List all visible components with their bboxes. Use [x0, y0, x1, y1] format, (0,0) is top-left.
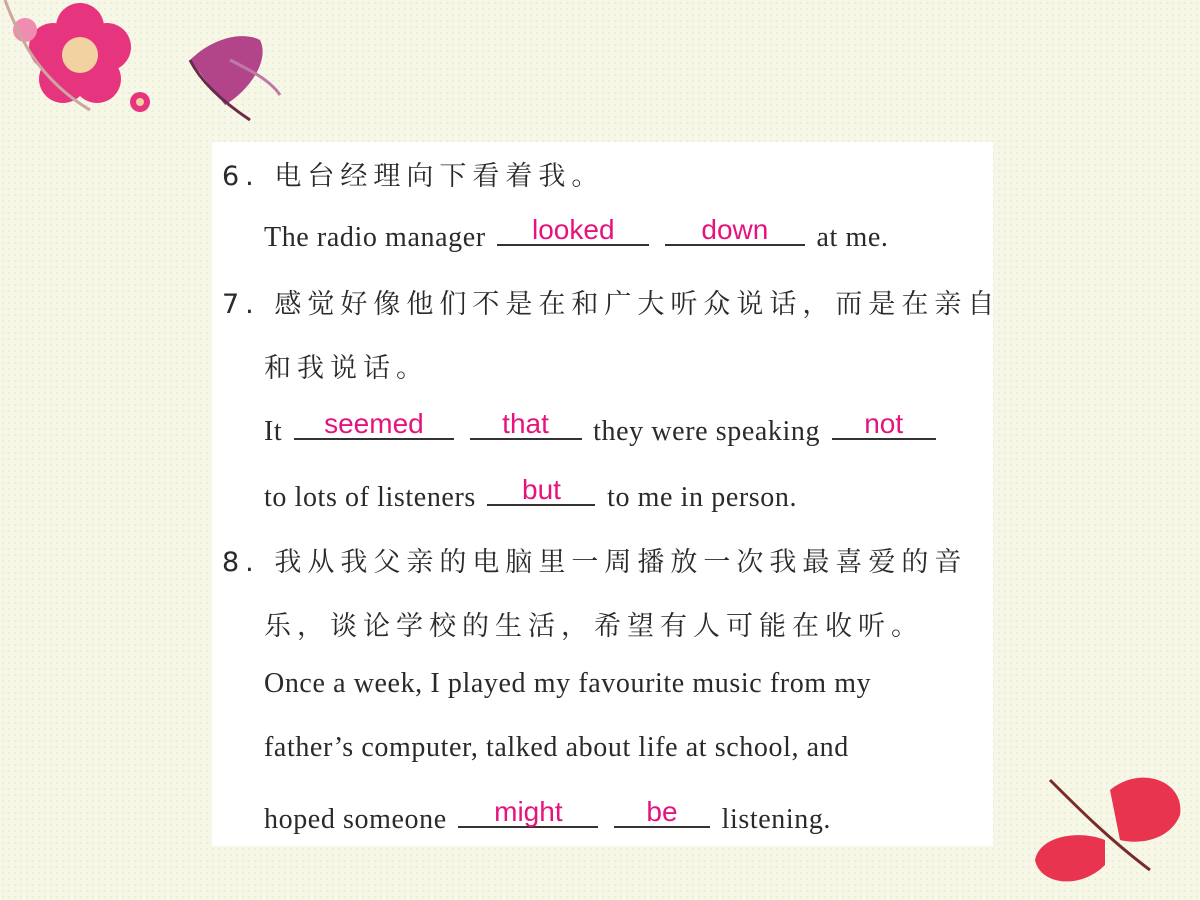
- q7-number: 7.: [222, 289, 260, 320]
- q7-zh-text-1: 感觉好像他们不是在和广大听众说话，而是在亲自: [274, 289, 1001, 320]
- butterfly-top-decoration: [170, 20, 290, 130]
- q7-english-2: [264, 476, 797, 514]
- q8-zh-text-2: 乐，谈论学校的生活，希望有人可能在收听。: [264, 611, 924, 642]
- q8-en-1: Once a week, I played my favourite music from my: [264, 668, 872, 699]
- q7-answer-1: seemed: [324, 408, 424, 439]
- exercise-card: [212, 142, 1001, 846]
- q7-english-1: [264, 410, 940, 448]
- q6-en-post: at me.: [816, 222, 889, 253]
- q8-english-2: [264, 732, 849, 764]
- q7-en-a: It: [264, 416, 283, 447]
- q6-answer-1: looked: [532, 214, 615, 245]
- q6-number: 6.: [222, 161, 260, 192]
- q6-english: [264, 216, 889, 254]
- q7-blank-1[interactable]: [294, 410, 454, 440]
- q8-chinese-1: [222, 540, 967, 579]
- q8-chinese-2: [264, 604, 924, 643]
- q8-en-3-pre: hoped someone: [264, 804, 447, 835]
- q7-answer-3: not: [864, 408, 904, 439]
- q7-blank-4[interactable]: [487, 476, 595, 506]
- q7-answer-4: but: [522, 474, 561, 505]
- q7-chinese-2: [264, 346, 429, 385]
- q7-answer-2: that: [502, 408, 549, 439]
- q8-blank-2[interactable]: [614, 798, 710, 828]
- q8-en-2: father’s computer, talked about life at school, and: [264, 732, 849, 763]
- q6-chinese: [222, 154, 604, 193]
- q8-en-3-post: listening.: [721, 804, 832, 835]
- q7-blank-2[interactable]: [470, 410, 582, 440]
- q6-en-pre: The radio manager: [264, 222, 486, 253]
- q8-answer-1: might: [494, 796, 563, 827]
- q8-english-1: [264, 668, 871, 700]
- q7-en-b: they were speaking: [593, 416, 821, 447]
- q8-english-3: [264, 798, 831, 836]
- q6-blank-2[interactable]: [665, 216, 805, 246]
- q6-zh-text: 电台经理向下看着我。: [274, 161, 605, 192]
- q8-answer-2: be: [646, 796, 678, 827]
- q7-zh-text-2: 和我说话。: [264, 353, 429, 384]
- q8-blank-1[interactable]: [458, 798, 598, 828]
- q7-en-c: to lots of listeners: [264, 482, 476, 513]
- q8-number: 8.: [222, 547, 260, 578]
- q8-zh-text-1: 我从我父亲的电脑里一周播放一次我最喜爱的音: [274, 547, 968, 578]
- q7-blank-3[interactable]: [832, 410, 936, 440]
- butterfly-bottom-decoration: [1010, 760, 1200, 900]
- q7-chinese-1: [222, 282, 1000, 321]
- q6-blank-1[interactable]: [497, 216, 649, 246]
- q7-en-d: to me in person.: [607, 482, 798, 513]
- q6-answer-2: down: [701, 214, 769, 245]
